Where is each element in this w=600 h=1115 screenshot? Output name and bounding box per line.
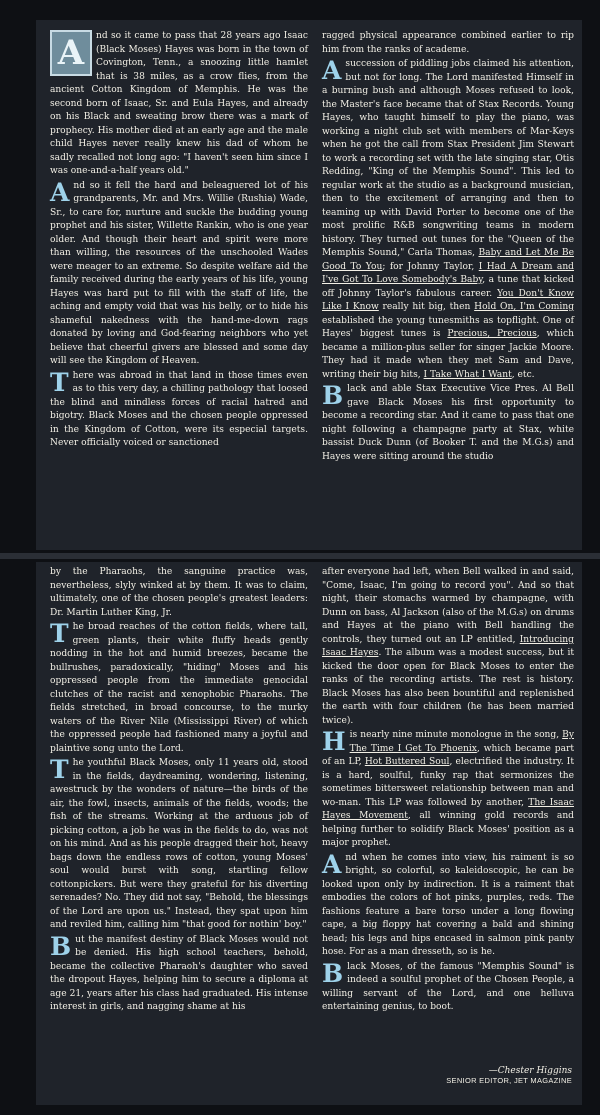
paragraph: A succession of piddling jobs claimed his attention, but not for long. The Lord manifested Himself in a burning bush and although Moses refused to look, the Master's face became that of Stax Records. Young Hayes, who taught himself to play the piano, was working a night club set with members of Mar-Keys when he got the call from Stax President Jim Stewart to work a recording set with the late singing star, Otis Redding, "King of the Memphis Sound". This led to regular work at the studio as a background musician, then to the excitement of arranging and then to teaming up with David Porter to become one of the most prolific R&B songwriting teams in modern history. They turned out tunes for the "Queen of the Memphis Sound," Carla Thomas, Baby and Let Me Be Good To You; for Johnny Taylor, I Had A Dream and I've Got To Love Somebody's Baby, a tune that kicked off Johnny Taylor's fabulous career. You Don't Know Like I Know really hit big, then Hold On, I'm Coming established the young tunesmiths as topflight. One of Hayes' biggest tunes is Precious, Precious, which became a million-plus seller for singer Jackie Moore. They had it made when they met Sam and Dave, writing their big hits, I Take What I Want, etc. bbox=[322, 56, 575, 380]
fold-divider bbox=[0, 553, 600, 559]
paragraph: ragged physical appearance combined earlier to rip him from the ranks of academe. bbox=[322, 31, 574, 55]
signature-block bbox=[446, 1066, 572, 1085]
song-title: Baby and Let Me Be Good To You bbox=[322, 248, 574, 272]
bottom-left-column bbox=[50, 566, 308, 1016]
drop-cap: B bbox=[322, 381, 344, 410]
paragraph: The broad reaches of the cotton fields, where tall, green plants, their white fluffy heads gently nodding in the hot and humid breezes, became the bullrushes, paradoxically, "hiding" Moses and his oppressed people from the immediate genocidal clutches of the racist and xenophobic Pharaohs. The fields stretched, in broad concourse, to the murky waters of the River Nile (Mississippi River) of which the oppressed people had fashioned many a joyful and plaintive song unto the Lord. bbox=[50, 619, 308, 754]
paragraph: Black and able Stax Executive Vice Pres. Al Bell gave Black Moses his first opportunity to become a recording star. And it came to pass that one night following a champagne party at Stax, white bassist Duck Dunn (of Booker T. and the M.G.s) and Hayes were sitting around the studio bbox=[322, 381, 574, 462]
song-title: Hold On, I'm Coming bbox=[474, 302, 575, 312]
bottom-panel bbox=[36, 562, 582, 1105]
paragraph: A nd so it came to pass that 28 years ago Isaac (Black Moses) Hayes was born in the town of Covington, Tenn., a snoozing little hamlet that is 38 miles, as a crow flies, from the ancient Cotton Kingdom of Memphis. He was the second born of Isaac, Sr. and Eula Hayes, and already on his Black and sweating brow there was a mark of prophecy. His mother died at an early age and the male child Hayes never really knew his dad of whom he sadly recalled not long ago: "I haven't seen him since I was one-and-a-half years old." bbox=[50, 31, 308, 176]
drop-cap: B bbox=[50, 931, 72, 961]
top-left-column bbox=[50, 30, 308, 452]
author-title: SENIOR EDITOR, JET MAGAZINE bbox=[446, 1076, 572, 1085]
paragraph: And so it fell the hard and beleaguered lot of his grandparents, Mr. and Mrs. Willie (Rushia) Wade, Sr., to care for, nurture and suckle the budding young prophet and his sister, Willette Rankin, who is one year older. And though their heart and spirit were more than willing, the resources of the unschooled Wades were meager to an extreme. So despite welfare aid the family received during the early years of his life, young Hayes was hard put to fill with the staff of life, the aching and empty void that was his belly, or to hide his shameful nakedness with the hand-me-down rags donated by loving and God-fearing neighbors who yet believe that cheerful givers are blessed and some day will see the Kingdom of Heaven. bbox=[50, 177, 308, 366]
top-right-column bbox=[322, 30, 574, 465]
album-title: Hot Buttered Soul bbox=[364, 757, 450, 767]
illuminated-initial: A bbox=[50, 30, 92, 76]
top-panel bbox=[36, 20, 582, 550]
album-title: The Isaac Hayes Movement bbox=[322, 797, 574, 821]
paragraph: But the manifest destiny of Black Moses would not be denied. His high school teachers, behold, became the collective Pharaoh's daughter who saved the dropout Hayes, helping him to secure a diploma at age 21, years after his class had graduated. His intense interest in girls, and nagging shame at his bbox=[50, 931, 308, 1012]
song-title: I Take What I Want bbox=[423, 369, 512, 380]
drop-cap: H bbox=[322, 727, 346, 756]
album-title: Introducing Isaac Hayes bbox=[322, 634, 574, 658]
drop-cap: T bbox=[50, 367, 69, 397]
paragraph: The youthful Black Moses, only 11 years old, stood in the fields, daydreaming, wondering, listening, awestruck by the wonders of nature—the birds of the air, the fowl, insects, animals of the fields, woods; the fish of the streams. Working at the arduous job of picking cotton, a job he was in the fields to do, was not on his mind. And as his people dragged their hot, heavy bags down the endless rows of cotton, young Moses' soul would burst with song, startling fellow cottonpickers. But were they grateful for his diverting serenades? No. They did not say, "Behold, the blessings of the Lord are upon us." Instead, they spat upon him and reviled him, calling him "that good for nothin' boy." bbox=[50, 755, 308, 930]
drop-cap: A bbox=[322, 849, 342, 879]
song-title: By The Time I Get To Phoenix bbox=[349, 730, 574, 754]
song-title: I Had A Dream and I've Got To Love Somebody's Baby bbox=[322, 261, 574, 285]
drop-cap: T bbox=[50, 755, 69, 784]
drop-cap: T bbox=[50, 619, 69, 648]
paragraph: His nearly nine minute monologue in the song, By The Time I Get To Phoenix, which became part of an LP, Hot Buttered Soul, electrified the industry. It is a hard, soulful, funky rap that sermonizes the sometimes bittersweet relationship between man and wo-man. This LP was followed by another, The Isaac Hayes Movement, all winning gold records and helping further to solidify Black Moses' position as a major prophet. bbox=[322, 727, 575, 848]
paragraph: And when he comes into view, his raiment is so bright, so colorful, so kaleidoscopic, he can be looked upon only by indirection. It is a raiment that embodies the colors of hot pinks, purples, reds. The fashions feature a bare torso under a long flowing cape, a big floppy hat covering a bald and shining head; his legs and hips encased in salmon pink panty hose. For as a man dresseth, so is he. bbox=[322, 849, 574, 957]
paragraph: after everyone had left, when Bell walked in and said, "Come, Isaac, I'm going to record you". And so that night, their stomachs warmed by champagne, with Dunn on bass, Al Jackson (also of the M.G.s) on drums and Hayes at the piano with Bell handling the controls, they turned out an LP entitled, Introducing Isaac Hayes. The album was a modest success, but it kicked the door open for Black Moses to enter the ranks of the recording artists. The rest is history. Black Moses has also been bountiful and replenished the earth with four children (he has been married twice). bbox=[322, 567, 575, 726]
song-title: Precious, Precious bbox=[447, 329, 537, 339]
paragraph: Black Moses, of the famous "Memphis Sound" is indeed a soulful prophet of the Chosen People, a willing servant of the Lord, and one helluva entertaining genius, to boot. bbox=[322, 958, 574, 1012]
paragraph: There was abroad in that land in those times even as to this very day, a chilling pathology that loosed the blind and mindless forces of racial hatred and bigotry. Black Moses and the chosen people oppressed in the Kingdom of Cotton, were its especial targets. Never officially voiced or sanctioned bbox=[50, 367, 308, 448]
drop-cap: B bbox=[322, 958, 344, 988]
author-signature: —Chester Higgins bbox=[488, 1066, 572, 1076]
song-title: You Don't Know Like I Know bbox=[322, 288, 574, 312]
paragraph: by the Pharaohs, the sanguine practice was, nevertheless, slyly winked at by them. It was to claim, ultimately, one of the chosen people's greatest leaders: Dr. Martin Luther King, Jr. bbox=[50, 567, 308, 618]
drop-cap: A bbox=[322, 56, 342, 85]
drop-cap: A bbox=[50, 177, 70, 207]
bottom-right-column bbox=[322, 566, 574, 1016]
